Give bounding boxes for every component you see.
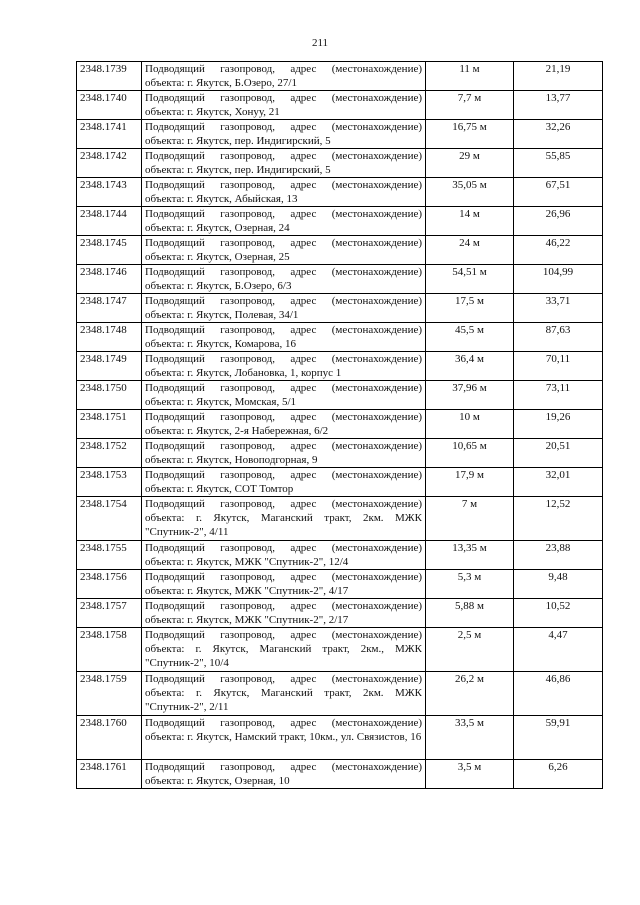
row-length-cell: 13,35 м [426,541,514,570]
row-length-cell: 5,3 м [426,570,514,599]
row-description-cell: Подводящий газопровод, адрес (местонахождение) объекта: г. Якутск, пер. Индигирский, 5 [142,149,426,178]
row-description-cell: Подводящий газопровод, адрес (местонахождение) объекта: г. Якутск, Маганский тракт, 2км. МЖК "Спутник-2", 4/11 [142,497,426,541]
row-id-cell: 2348.1755 [77,541,142,570]
row-description-cell: Подводящий газопровод, адрес (местонахождение) объекта: г. Якутск, Новоподгорная, 9 [142,439,426,468]
row-value-cell: 46,86 [514,672,603,716]
row-description-cell: Подводящий газопровод, адрес (местонахождение) объекта: г. Якутск, Маганский тракт, 2км., МЖК "Спутник-2", 10/4 [142,628,426,672]
row-id-cell: 2348.1743 [77,178,142,207]
row-id-cell: 2348.1748 [77,323,142,352]
row-description-cell: Подводящий газопровод, адрес (местонахождение) объекта: г. Якутск, МЖК "Спутник-2", 12/4 [142,541,426,570]
row-id-cell: 2348.1742 [77,149,142,178]
row-id-cell: 2348.1760 [77,716,142,760]
row-length-cell: 2,5 м [426,628,514,672]
row-value-cell: 9,48 [514,570,603,599]
row-value-cell: 55,85 [514,149,603,178]
row-description-cell: Подводящий газопровод, адрес (местонахождение) объекта: г. Якутск, СОТ Томтор [142,468,426,497]
row-description-cell: Подводящий газопровод, адрес (местонахождение) объекта: г. Якутск, Комарова, 16 [142,323,426,352]
row-id-cell: 2348.1750 [77,381,142,410]
row-description-cell: Подводящий газопровод, адрес (местонахождение) объекта: г. Якутск, Маганский тракт, 2км. МЖК "Спутник-2", 2/11 [142,672,426,716]
row-length-cell: 33,5 м [426,716,514,760]
row-id-cell: 2348.1752 [77,439,142,468]
table-row [77,236,603,265]
row-length-cell: 37,96 м [426,381,514,410]
row-value-cell: 70,11 [514,352,603,381]
table-row [77,323,603,352]
row-length-cell: 7 м [426,497,514,541]
row-value-cell: 4,47 [514,628,603,672]
row-value-cell: 59,91 [514,716,603,760]
row-description-cell: Подводящий газопровод, адрес (местонахождение) объекта: г. Якутск, Полевая, 34/1 [142,294,426,323]
table-row [77,265,603,294]
row-length-cell: 16,75 м [426,120,514,149]
row-id-cell: 2348.1744 [77,207,142,236]
row-length-cell: 11 м [426,62,514,91]
row-length-cell: 54,51 м [426,265,514,294]
row-value-cell: 23,88 [514,541,603,570]
row-length-cell: 3,5 м [426,760,514,789]
table-row [77,120,603,149]
row-value-cell: 87,63 [514,323,603,352]
row-value-cell: 32,01 [514,468,603,497]
row-description-cell: Подводящий газопровод, адрес (местонахождение) объекта: г. Якутск, Момская, 5/1 [142,381,426,410]
table-row [77,628,603,672]
row-value-cell: 32,26 [514,120,603,149]
row-id-cell: 2348.1757 [77,599,142,628]
row-description-cell: Подводящий газопровод, адрес (местонахождение) объекта: г. Якутск, пер. Индигирский, 5 [142,120,426,149]
table-row [77,207,603,236]
table-row [77,352,603,381]
table-row [77,62,603,91]
row-value-cell: 73,11 [514,381,603,410]
table-row [77,497,603,541]
row-id-cell: 2348.1761 [77,760,142,789]
row-length-cell: 5,88 м [426,599,514,628]
row-description-cell: Подводящий газопровод, адрес (местонахождение) объекта: г. Якутск, Озерная, 25 [142,236,426,265]
table-row [77,439,603,468]
row-id-cell: 2348.1754 [77,497,142,541]
row-value-cell: 20,51 [514,439,603,468]
row-id-cell: 2348.1740 [77,91,142,120]
row-length-cell: 24 м [426,236,514,265]
row-value-cell: 19,26 [514,410,603,439]
row-value-cell: 21,19 [514,62,603,91]
row-description-cell: Подводящий газопровод, адрес (местонахождение) объекта: г. Якутск, Хонуу, 21 [142,91,426,120]
row-value-cell: 26,96 [514,207,603,236]
row-value-cell: 10,52 [514,599,603,628]
table-row [77,570,603,599]
row-length-cell: 17,5 м [426,294,514,323]
row-id-cell: 2348.1753 [77,468,142,497]
row-description-cell: Подводящий газопровод, адрес (местонахождение) объекта: г. Якутск, Абыйская, 13 [142,178,426,207]
table-row [77,541,603,570]
row-value-cell: 46,22 [514,236,603,265]
table-row [77,91,603,120]
row-description-cell: Подводящий газопровод, адрес (местонахождение) объекта: г. Якутск, Озерная, 24 [142,207,426,236]
row-id-cell: 2348.1746 [77,265,142,294]
row-length-cell: 35,05 м [426,178,514,207]
row-id-cell: 2348.1747 [77,294,142,323]
row-length-cell: 29 м [426,149,514,178]
table-row [77,468,603,497]
row-length-cell: 7,7 м [426,91,514,120]
table-row [77,716,603,760]
registry-table-body [77,62,603,789]
table-row [77,760,603,789]
row-description-cell: Подводящий газопровод, адрес (местонахождение) объекта: г. Якутск, Б.Озеро, 27/1 [142,62,426,91]
row-value-cell: 12,52 [514,497,603,541]
row-value-cell: 13,77 [514,91,603,120]
row-value-cell: 33,71 [514,294,603,323]
row-description-cell: Подводящий газопровод, адрес (местонахождение) объекта: г. Якутск, Намский тракт, 10км., ул. Связистов, 16 [142,716,426,760]
table-row [77,294,603,323]
row-length-cell: 14 м [426,207,514,236]
row-length-cell: 26,2 м [426,672,514,716]
row-id-cell: 2348.1756 [77,570,142,599]
row-description-cell: Подводящий газопровод, адрес (местонахождение) объекта: г. Якутск, Озерная, 10 [142,760,426,789]
row-description-cell: Подводящий газопровод, адрес (местонахождение) объекта: г. Якутск, МЖК "Спутник-2", 2/17 [142,599,426,628]
table-row [77,381,603,410]
row-description-cell: Подводящий газопровод, адрес (местонахождение) объекта: г. Якутск, 2-я Набережная, 6/2 [142,410,426,439]
row-value-cell: 104,99 [514,265,603,294]
row-id-cell: 2348.1745 [77,236,142,265]
row-length-cell: 10 м [426,410,514,439]
row-description-cell: Подводящий газопровод, адрес (местонахождение) объекта: г. Якутск, Лобановка, 1, корпус 1 [142,352,426,381]
row-length-cell: 36,4 м [426,352,514,381]
table-row [77,178,603,207]
page-number: 211 [311,37,329,49]
registry-table [76,61,603,789]
table-row [77,410,603,439]
row-length-cell: 10,65 м [426,439,514,468]
row-id-cell: 2348.1759 [77,672,142,716]
row-length-cell: 17,9 м [426,468,514,497]
row-description-cell: Подводящий газопровод, адрес (местонахождение) объекта: г. Якутск, Б.Озеро, 6/3 [142,265,426,294]
row-id-cell: 2348.1739 [77,62,142,91]
row-description-cell: Подводящий газопровод, адрес (местонахождение) объекта: г. Якутск, МЖК "Спутник-2", 4/17 [142,570,426,599]
row-value-cell: 6,26 [514,760,603,789]
table-row [77,599,603,628]
row-value-cell: 67,51 [514,178,603,207]
row-id-cell: 2348.1749 [77,352,142,381]
table-row [77,149,603,178]
row-id-cell: 2348.1751 [77,410,142,439]
row-id-cell: 2348.1741 [77,120,142,149]
row-length-cell: 45,5 м [426,323,514,352]
table-row [77,672,603,716]
row-id-cell: 2348.1758 [77,628,142,672]
